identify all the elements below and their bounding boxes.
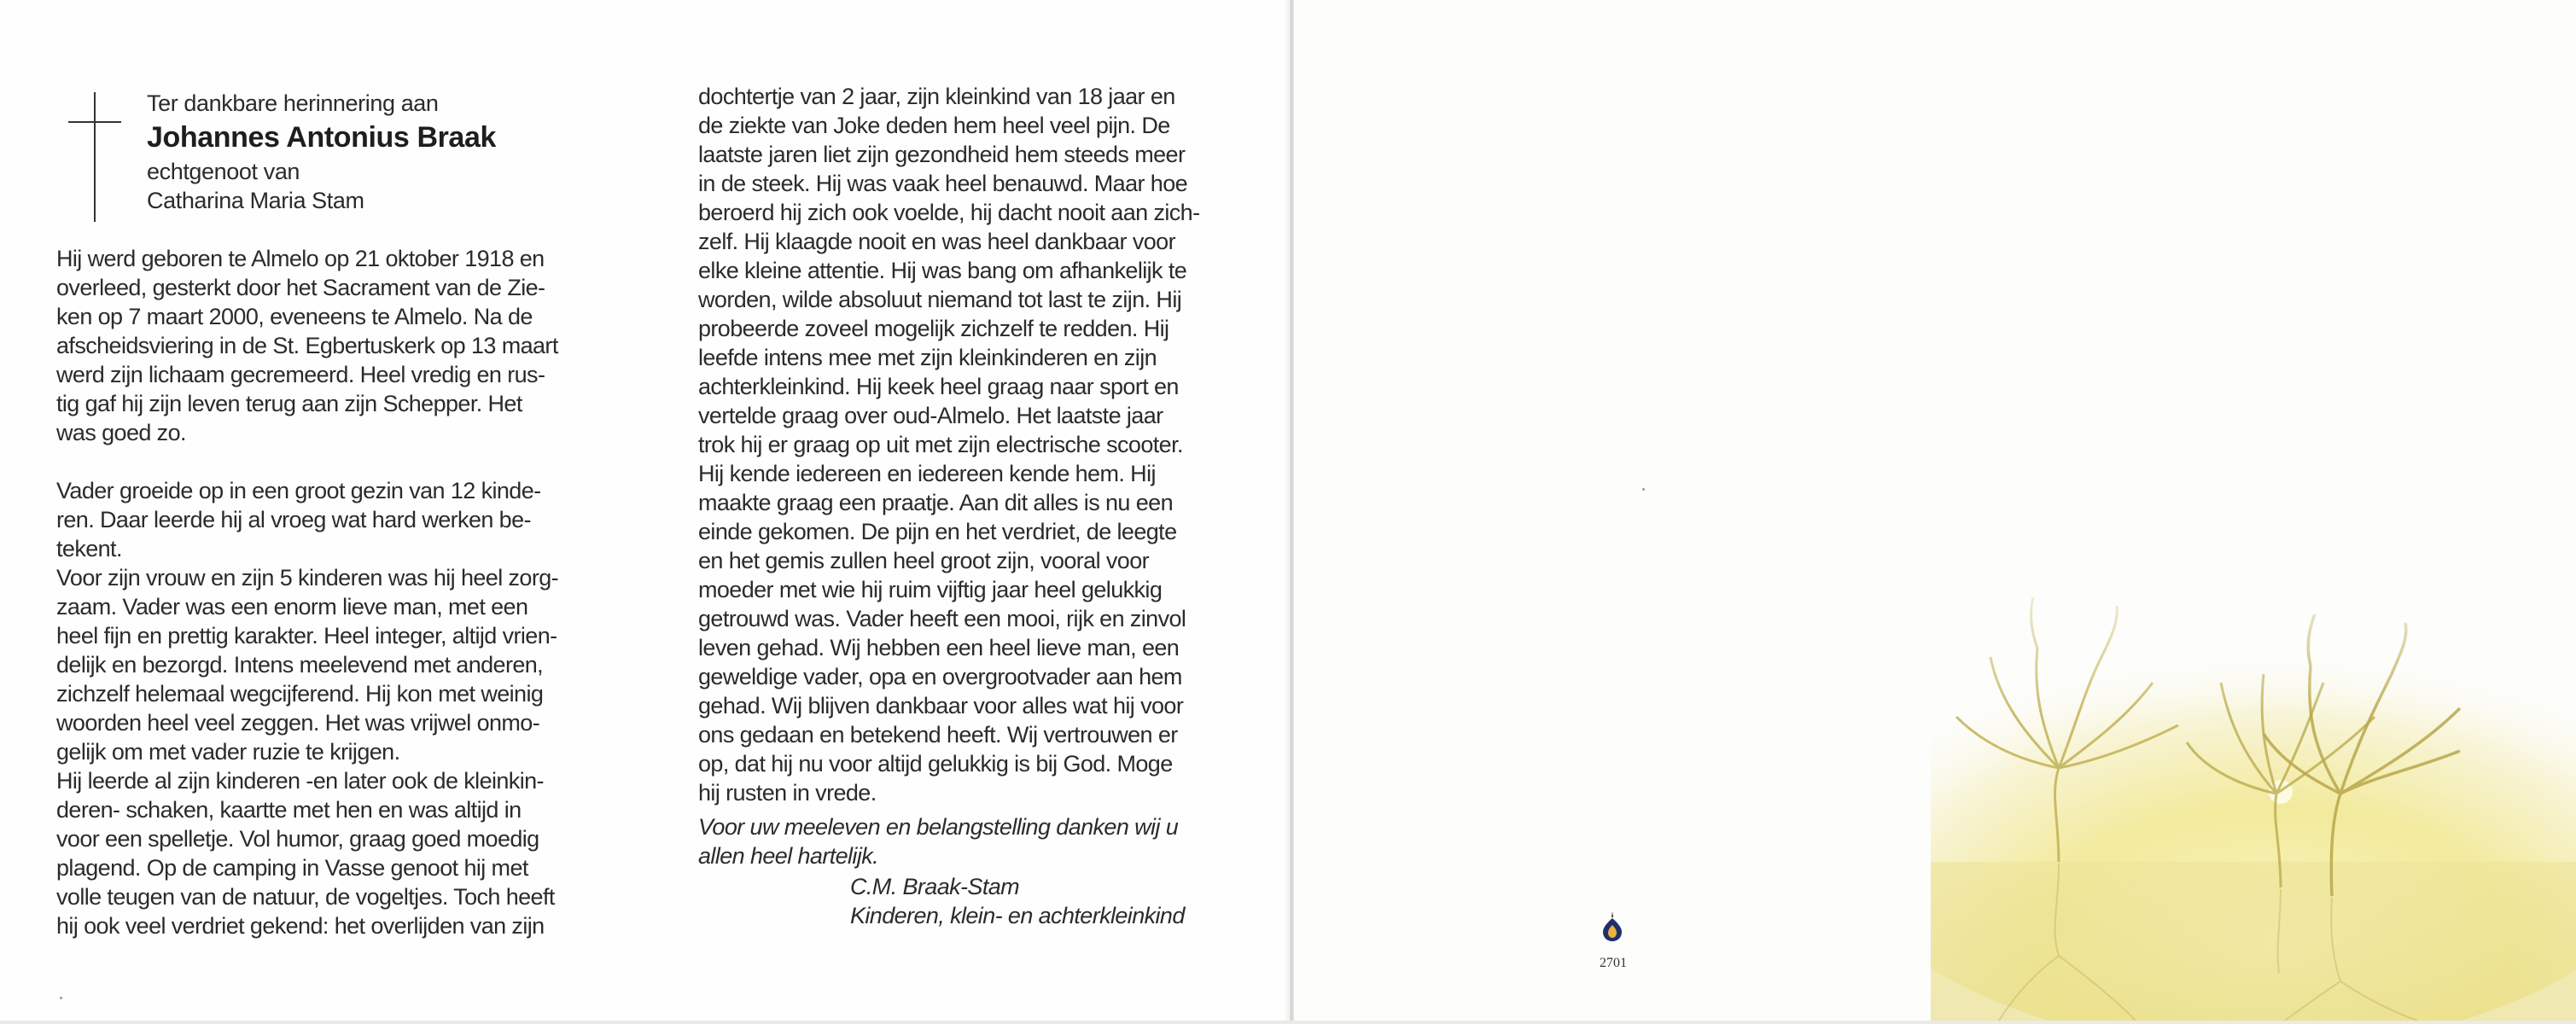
flame-drop-logo bbox=[1601, 910, 1623, 944]
signature-block bbox=[698, 872, 1217, 930]
paper-speck bbox=[60, 997, 62, 999]
cross-icon-bar bbox=[68, 121, 121, 123]
deceased-name: Johannes Antonius Braak bbox=[147, 121, 496, 154]
cross-icon bbox=[94, 92, 96, 222]
willow-trees-photo bbox=[1931, 0, 2576, 1021]
publisher-number: 2701 bbox=[1600, 956, 1627, 970]
biography-paragraph: dochtertje van 2 jaar, zijn kleinkind van 18 jaar en de ziekte van Joke deden hem heel veel pijn. De laatste jaren liet zijn gezondheid hem steeds meer in de steek. Hij was vaak heel benauwd. Maar hoe beroerd hij zich ook voelde, hij dacht nooit aan zich- zelf. Hij klaagde nooit en was heel dankbaar voor elke kleine attentie. Hij was bang om afhankelijk te worden, wilde absoluut niemand tot last te zijn. Hij probeerde zoveel mogelijk zichzelf te redden. Hij leefde intens mee met zijn kleinkinderen en zijn achterkleinkind. Hij keek heel graag naar sport en vertelde graag over oud-Almelo. Het laatste jaar trok hij er graag op uit met zijn electrische scooter. Hij kende iedereen en iedereen kende hem. Hij maakte graag een praatje. Aan dit alles is nu een einde gekomen. De pijn en het verdriet, de leegte en het gemis zullen heel groot zijn, vooral voor moeder met wie hij ruim vijftig jaar heel gelukkig getrouwd was. Vader heeft een mooi, rijk en zinvol leven gehad. Wij hebben een heel lieve man, een geweldige vader, opa en overgrootvader aan hem gehad. Wij blijven dankbaar voor alles wat hij voor ons gedaan en betekend heeft. Wij vertrouwen er op, dat hij nu voor altijd gelukkig is bij God. Moge hij rusten in vrede. bbox=[698, 84, 1200, 806]
relation-line: echtgenoot van bbox=[147, 159, 300, 184]
biography-paragraph: Vader groeide op in een groot gezin van 12 kinde- ren. Daar leerde hij al vroeg wat hard werken be- tekent. bbox=[56, 478, 541, 561]
signature-family: Kinderen, klein- en achterkleinkind bbox=[850, 903, 1185, 928]
right-text-column bbox=[698, 82, 1217, 930]
memorial-header bbox=[147, 89, 496, 215]
willow-trees-image bbox=[1931, 0, 2576, 1021]
paper-speck bbox=[1642, 488, 1645, 491]
biography-paragraph: Hij leerde al zijn kinderen -en later ook de kleinkin- deren- schaken, kaartte met hen en was altijd in voor een spelletje. Vol humor, graag goed moedig plagend. Op de camping in Vasse genoot hij met volle teugen van de natuur, de vogeltjes. Toch heeft hij ook veel verdriet gekend: het overlijden van zijn bbox=[56, 768, 555, 939]
signature-spouse: C.M. Braak-Stam bbox=[850, 874, 1020, 899]
left-text-column bbox=[56, 244, 575, 940]
biography-paragraph: Voor zijn vrouw en zijn 5 kinderen was hij heel zorg- zaam. Vader was een enorm lieve man, met een heel fijn en prettig karakter. Heel integer, altijd vrien- delijk en bezorgd. Intens meelevend met anderen, zichzelf helemaal wegcijferend. Hij kon met weinig woorden heel veel zeggen. Het was vrijwel onmo- gelijk om met vader ruzie te krijgen. bbox=[56, 565, 559, 765]
card-inner-spread bbox=[0, 0, 1291, 1021]
thanks-text: Voor uw meeleven en belangstelling danken wij u allen heel hartelijk. bbox=[698, 814, 1179, 869]
spouse-name: Catharina Maria Stam bbox=[147, 188, 364, 213]
intro-line: Ter dankbare herinnering aan bbox=[147, 90, 439, 116]
biography-paragraph: Hij werd geboren te Almelo op 21 oktober 1918 en overleed, gesterkt door het Sacrament van de Zie- ken op 7 maart 2000, eveneens te Almelo. Na de afscheidsviering in de St. Egbertuskerk op 13 maart werd zijn lichaam gecremeerd. Heel vredig en rus- tig gaf hij zijn leven terug aan zijn Schepper. Het was goed zo. bbox=[56, 246, 558, 445]
